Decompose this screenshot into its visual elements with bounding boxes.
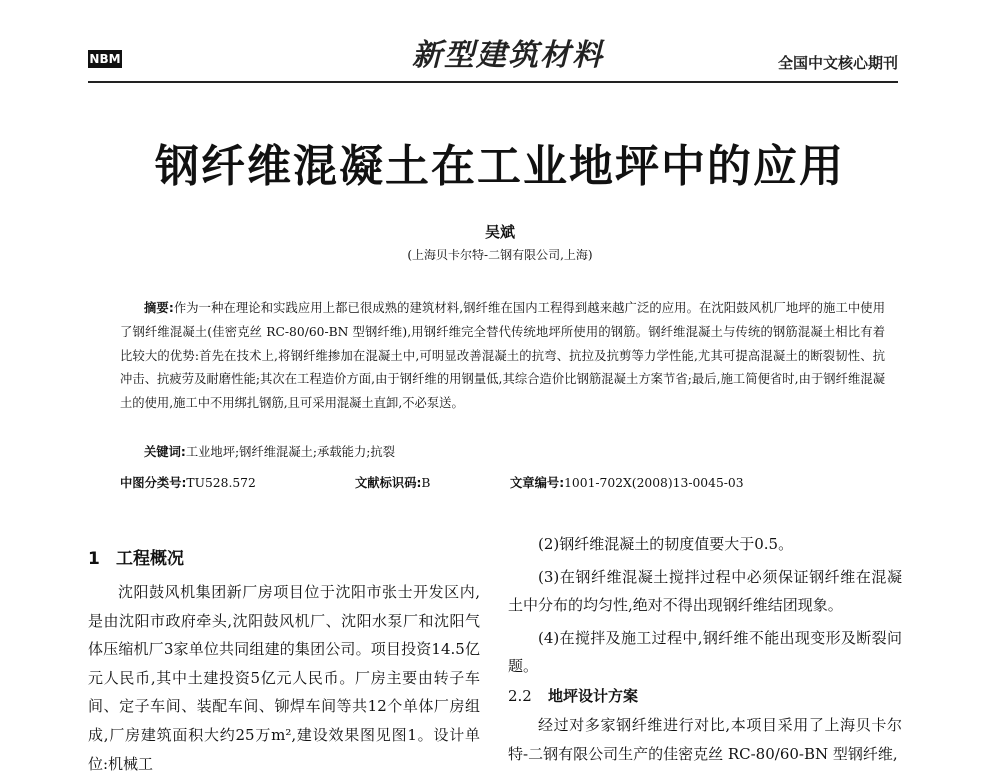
requirement-item-4: (4)在搅拌及施工过程中,钢纤维不能出现变形及断裂问题。 [508,628,902,676]
keywords [144,442,395,460]
requirement-item-3: (3)在钢纤维混凝土搅拌过程中必须保证钢纤维在混凝土中分布的均匀性,绝对不得出现钢纤维结团现象。 [508,567,902,615]
section-heading-1 [88,540,480,578]
section-1-paragraph: 沈阳鼓风机集团新厂房项目位于沈阳市张士开发区内,是由沈阳市政府牵头,沈阳鼓风机厂、沈阳水泵厂和沈阳气体压缩机厂3家单位共同组建的集团公司。项目投资14.5亿元人民币,其中土建投资5亿元人民币。厂房主要由转子车间、定子车间、装配车间、铆焊车间等共12个单体厂房组成,厂房建筑面积大约25万m²,建设效果图见图1。设计单位:机械工 [88,583,480,773]
subsection-number: 2.2 [508,686,532,705]
abstract-label: 摘要: [144,301,174,315]
section-title: 工程概况 [116,549,184,569]
article-number [510,473,744,491]
article-number-value: 1001-702X(2008)13-0045-03 [564,476,744,490]
keywords-text: 工业地坪;钢纤维混凝土;承载能力;抗裂 [185,445,395,459]
publisher-logo: NBM [89,52,121,66]
clc-value: TU528.572 [186,476,256,490]
right-column [508,530,902,768]
article-number-label: 文章编号: [510,476,565,490]
document-code-label: 文献标识码: [355,476,422,490]
author-affiliation: (上海贝卡尔特-二钢有限公司,上海) [407,248,593,262]
section-2-2-paragraph: 经过对多家钢纤维进行对比,本项目采用了上海贝卡尔特-二钢有限公司生产的佳密克丝 RC-80/60-BN 型钢纤维, [508,715,902,763]
article-title: 钢纤维混凝土在工业地坪中的应用 [155,141,845,192]
requirement-item-2: (2)钢纤维混凝土的韧度值要大于0.5。 [538,535,794,553]
section-number: 1 [88,549,100,569]
header-divider [88,81,898,83]
abstract [120,297,885,416]
journal-tag: 全国中文核心期刊 [777,54,898,72]
document-code [355,473,430,491]
article-author: 吴斌 [484,223,515,241]
left-column [88,540,480,778]
clc-number [120,473,256,491]
clc-label: 中图分类号: [120,476,187,490]
section-heading-2-2 [508,681,902,711]
keywords-label: 关键词: [144,445,186,459]
document-code-value: B [421,476,431,490]
journal-name: 新型建筑材料 [412,38,604,73]
abstract-text: 作为一种在理论和实践应用上都已很成熟的建筑材料,钢纤维在国内工程得到越来越广泛的应用。在沈阳鼓风机厂地坪的施工中使用了钢纤维混凝土(佳密克丝 RC-80/60-BN 型钢纤维),用钢纤维完全替代传统地坪所使用的钢筋。钢纤维混凝土与传统的钢筋混凝土相比有着比较大的优势:首先在技术上,将钢纤维掺加在混凝土中,可明显改善混凝土的抗弯、抗拉及抗剪等力学性能,尤其可提高混凝土的断裂韧性、抗冲击、抗疲劳及耐磨性能;其次在工程造价方面,由于钢纤维的用钢量低,其综合造价比钢筋混凝土方案节省;最后,施工简便省时,由于钢纤维混凝土的使用,施工中不用绑扎钢筋,且可采用混凝土直卸,不必泵送。 [120,301,885,411]
subsection-title: 地坪设计方案 [548,686,639,705]
